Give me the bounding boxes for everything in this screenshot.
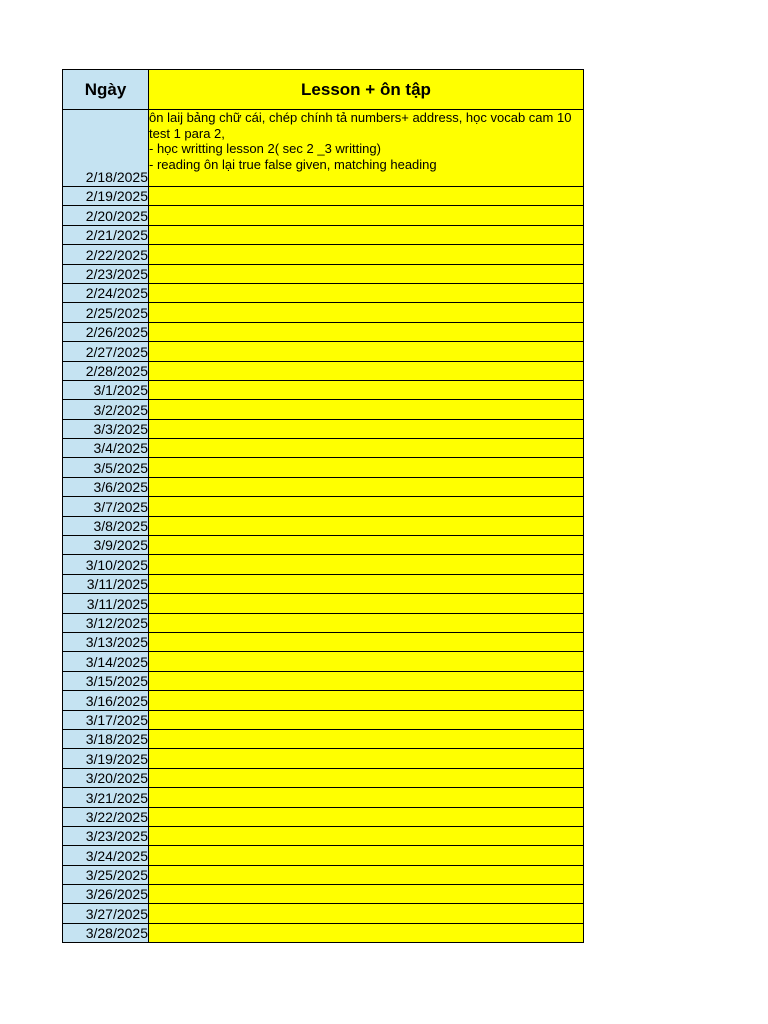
table-row: [63, 187, 584, 206]
lesson-cell[interactable]: [149, 826, 584, 845]
date-cell[interactable]: 3/16/2025: [63, 691, 149, 710]
table-row: [63, 536, 584, 555]
date-cell[interactable]: 2/27/2025: [63, 342, 149, 361]
date-cell[interactable]: 3/12/2025: [63, 613, 149, 632]
table-row: [63, 749, 584, 768]
lesson-note-line: ôn laij bảng chữ cái, chép chính tả numbers+ address, học vocab cam 10 test 1 para 2,: [149, 110, 576, 141]
table-row: [63, 110, 584, 187]
lesson-cell[interactable]: [149, 400, 584, 419]
table-row: [63, 788, 584, 807]
table-row: [63, 283, 584, 302]
lesson-cell[interactable]: [149, 322, 584, 341]
date-cell[interactable]: 3/5/2025: [63, 458, 149, 477]
lesson-cell[interactable]: [149, 555, 584, 574]
lesson-cell[interactable]: [149, 652, 584, 671]
date-cell[interactable]: 3/22/2025: [63, 807, 149, 826]
table-row: [63, 865, 584, 884]
header-row: [63, 70, 584, 110]
table-row: [63, 885, 584, 904]
date-cell[interactable]: 3/28/2025: [63, 923, 149, 942]
date-cell[interactable]: 3/8/2025: [63, 516, 149, 535]
lesson-cell[interactable]: [149, 885, 584, 904]
lesson-cell[interactable]: [149, 477, 584, 496]
date-cell[interactable]: 2/26/2025: [63, 322, 149, 341]
date-cell[interactable]: 3/27/2025: [63, 904, 149, 923]
table-row: [63, 419, 584, 438]
date-cell[interactable]: 3/26/2025: [63, 885, 149, 904]
date-cell[interactable]: 3/2/2025: [63, 400, 149, 419]
lesson-cell[interactable]: [149, 632, 584, 651]
lesson-column-header[interactable]: Lesson + ôn tập: [149, 70, 584, 110]
table-row: [63, 400, 584, 419]
lesson-cell[interactable]: [149, 303, 584, 322]
table-row: [63, 555, 584, 574]
lesson-cell[interactable]: [149, 923, 584, 942]
date-cell[interactable]: 3/11/2025: [63, 574, 149, 593]
date-cell[interactable]: 3/1/2025: [63, 380, 149, 399]
lesson-cell[interactable]: [149, 788, 584, 807]
lesson-cell[interactable]: [149, 110, 584, 187]
date-cell[interactable]: 3/9/2025: [63, 536, 149, 555]
date-cell[interactable]: 3/11/2025: [63, 594, 149, 613]
date-cell[interactable]: 3/7/2025: [63, 497, 149, 516]
date-cell[interactable]: 2/24/2025: [63, 283, 149, 302]
date-column-header[interactable]: Ngày: [63, 70, 149, 110]
lesson-schedule-table: [62, 69, 584, 943]
date-cell[interactable]: 3/14/2025: [63, 652, 149, 671]
lesson-note-line: - reading ôn lại true false given, matching heading: [149, 156, 437, 172]
lesson-cell[interactable]: [149, 380, 584, 399]
lesson-cell[interactable]: [149, 283, 584, 302]
lesson-cell[interactable]: [149, 536, 584, 555]
date-cell[interactable]: 3/21/2025: [63, 788, 149, 807]
date-cell[interactable]: 3/4/2025: [63, 439, 149, 458]
table-row: [63, 574, 584, 593]
lesson-cell[interactable]: [149, 846, 584, 865]
table-row: [63, 846, 584, 865]
table-row: [63, 322, 584, 341]
table-row: [63, 652, 584, 671]
date-cell[interactable]: 3/23/2025: [63, 826, 149, 845]
lesson-cell[interactable]: [149, 264, 584, 283]
table-row: [63, 691, 584, 710]
date-cell[interactable]: 2/19/2025: [63, 187, 149, 206]
table-row: [63, 458, 584, 477]
table-row: [63, 380, 584, 399]
date-cell[interactable]: 2/25/2025: [63, 303, 149, 322]
date-cell[interactable]: 3/3/2025: [63, 419, 149, 438]
date-cell[interactable]: 2/18/2025: [63, 110, 149, 187]
table-row: [63, 439, 584, 458]
table-row: [63, 245, 584, 264]
date-cell[interactable]: 2/21/2025: [63, 225, 149, 244]
lesson-cell[interactable]: [149, 749, 584, 768]
date-cell[interactable]: 3/6/2025: [63, 477, 149, 496]
lesson-cell[interactable]: [149, 342, 584, 361]
date-cell[interactable]: 3/20/2025: [63, 768, 149, 787]
lesson-cell[interactable]: [149, 225, 584, 244]
table-row: [63, 264, 584, 283]
table-row: [63, 594, 584, 613]
date-cell[interactable]: 3/19/2025: [63, 749, 149, 768]
table-row: [63, 632, 584, 651]
table-row: [63, 477, 584, 496]
table-row: [63, 613, 584, 632]
lesson-cell[interactable]: [149, 439, 584, 458]
schedule-body: [63, 110, 584, 943]
table-row: [63, 807, 584, 826]
date-cell[interactable]: 3/15/2025: [63, 671, 149, 690]
table-row: [63, 303, 584, 322]
lesson-cell[interactable]: [149, 206, 584, 225]
lesson-cell[interactable]: [149, 419, 584, 438]
date-cell[interactable]: 3/25/2025: [63, 865, 149, 884]
table-row: [63, 904, 584, 923]
lesson-cell[interactable]: [149, 458, 584, 477]
lesson-cell[interactable]: [149, 865, 584, 884]
lesson-cell[interactable]: [149, 768, 584, 787]
date-cell[interactable]: 3/13/2025: [63, 632, 149, 651]
date-cell[interactable]: 2/28/2025: [63, 361, 149, 380]
table-row: [63, 206, 584, 225]
date-cell[interactable]: 2/20/2025: [63, 206, 149, 225]
date-cell[interactable]: 2/22/2025: [63, 245, 149, 264]
lesson-cell[interactable]: [149, 361, 584, 380]
table-row: [63, 342, 584, 361]
table-row: [63, 923, 584, 942]
table-row: [63, 826, 584, 845]
date-cell[interactable]: 2/23/2025: [63, 264, 149, 283]
date-cell[interactable]: 3/10/2025: [63, 555, 149, 574]
table-row: [63, 729, 584, 748]
table-row: [63, 671, 584, 690]
lesson-cell[interactable]: [149, 613, 584, 632]
table-row: [63, 516, 584, 535]
table-row: [63, 710, 584, 729]
table-row: [63, 225, 584, 244]
table-row: [63, 768, 584, 787]
lesson-cell[interactable]: [149, 729, 584, 748]
lesson-note-line: - học writting lesson 2( sec 2 _3 writting): [149, 141, 381, 156]
lesson-cell[interactable]: [149, 710, 584, 729]
table-row: [63, 497, 584, 516]
lesson-cell[interactable]: [149, 574, 584, 593]
lesson-cell[interactable]: [149, 245, 584, 264]
lesson-cell[interactable]: [149, 807, 584, 826]
date-cell[interactable]: 3/18/2025: [63, 729, 149, 748]
lesson-cell[interactable]: [149, 187, 584, 206]
lesson-cell[interactable]: [149, 594, 584, 613]
lesson-cell[interactable]: [149, 904, 584, 923]
lesson-cell[interactable]: [149, 497, 584, 516]
lesson-cell[interactable]: [149, 691, 584, 710]
lesson-cell[interactable]: [149, 516, 584, 535]
lesson-cell[interactable]: [149, 671, 584, 690]
table-row: [63, 361, 584, 380]
date-cell[interactable]: 3/24/2025: [63, 846, 149, 865]
date-cell[interactable]: 3/17/2025: [63, 710, 149, 729]
